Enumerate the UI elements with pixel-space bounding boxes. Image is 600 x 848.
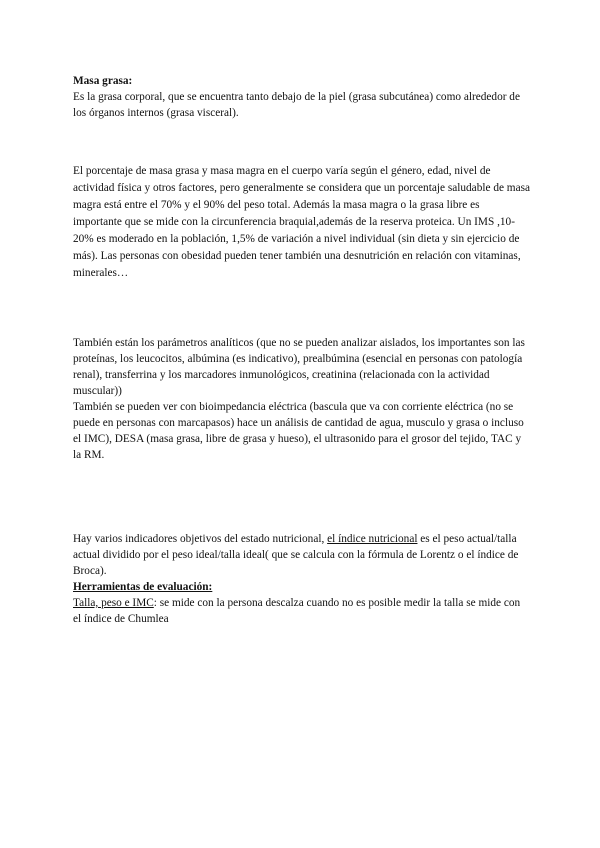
paragraph: También se pueden ver con bioimpedancia eléctrica (bascula que va con corriente eléctrica (no se puede en personas con marcapasos) hace un análisis de cantidad de agua, musculo y grasa o incluso el IMC), DESA (masa grasa, libre de grasa y hueso), el ultrasonido para el grosor del tejido, TAC y la RM. — [73, 401, 524, 461]
text-run: es el peso actual/talla actual dividido por el peso ideal/talla ideal( que se calcula con la fórmula de Lorentz o el índice de Broca). — [73, 533, 519, 577]
text-run: : se mide con la persona descalza cuando no es posible medir la talla se mide con el índice de Chumlea — [73, 597, 521, 625]
section-title: Herramientas de evaluación: — [73, 581, 213, 593]
section-porcentaje — [73, 163, 531, 282]
section-masa-grasa — [73, 73, 531, 121]
underlined-term: el índice nutricional — [327, 533, 418, 545]
section-title: Masa grasa: — [73, 75, 133, 87]
underlined-term: Talla, peso e IMC — [73, 597, 154, 609]
paragraph — [73, 531, 531, 579]
paragraph: También están los parámetros analíticos (que no se pueden analizar aislados, los importantes son las proteínas, los leucocitos, albúmina (es indicativo), prealbúmina (esencial en personas con patología renal), transferrina y los marcadores inmunológicos, creatinina (relacionada con la actividad muscular)) — [73, 337, 525, 397]
paragraph: Es la grasa corporal, que se encuentra tanto debajo de la piel (grasa subcutánea) como alrededor de los órganos internos (grasa visceral). — [73, 91, 520, 119]
paragraph: El porcentaje de masa grasa y masa magra en el cuerpo varía según el género, edad, nivel de actividad física y otros factores, pero generalmente se considera que un porcentaje saludable de masa magra está entre el 70% y el 90% del peso total. Además la masa magra o la grasa libre es importante que se mide con la circunferencia braquial,además de la reserva proteica. Un IMS ,10-20% es moderado en la población, 1,5% de variación a nivel individual (sin dieta y sin ejercicio de más). Las personas con obesidad pueden tener también una desnutrición en relación con vitaminas, minerales… — [73, 165, 531, 279]
section-indicadores — [73, 531, 531, 627]
paragraph — [73, 595, 531, 627]
text-run: Hay varios indicadores objetivos del estado nutricional, — [73, 533, 328, 545]
section-parametros — [73, 335, 531, 463]
